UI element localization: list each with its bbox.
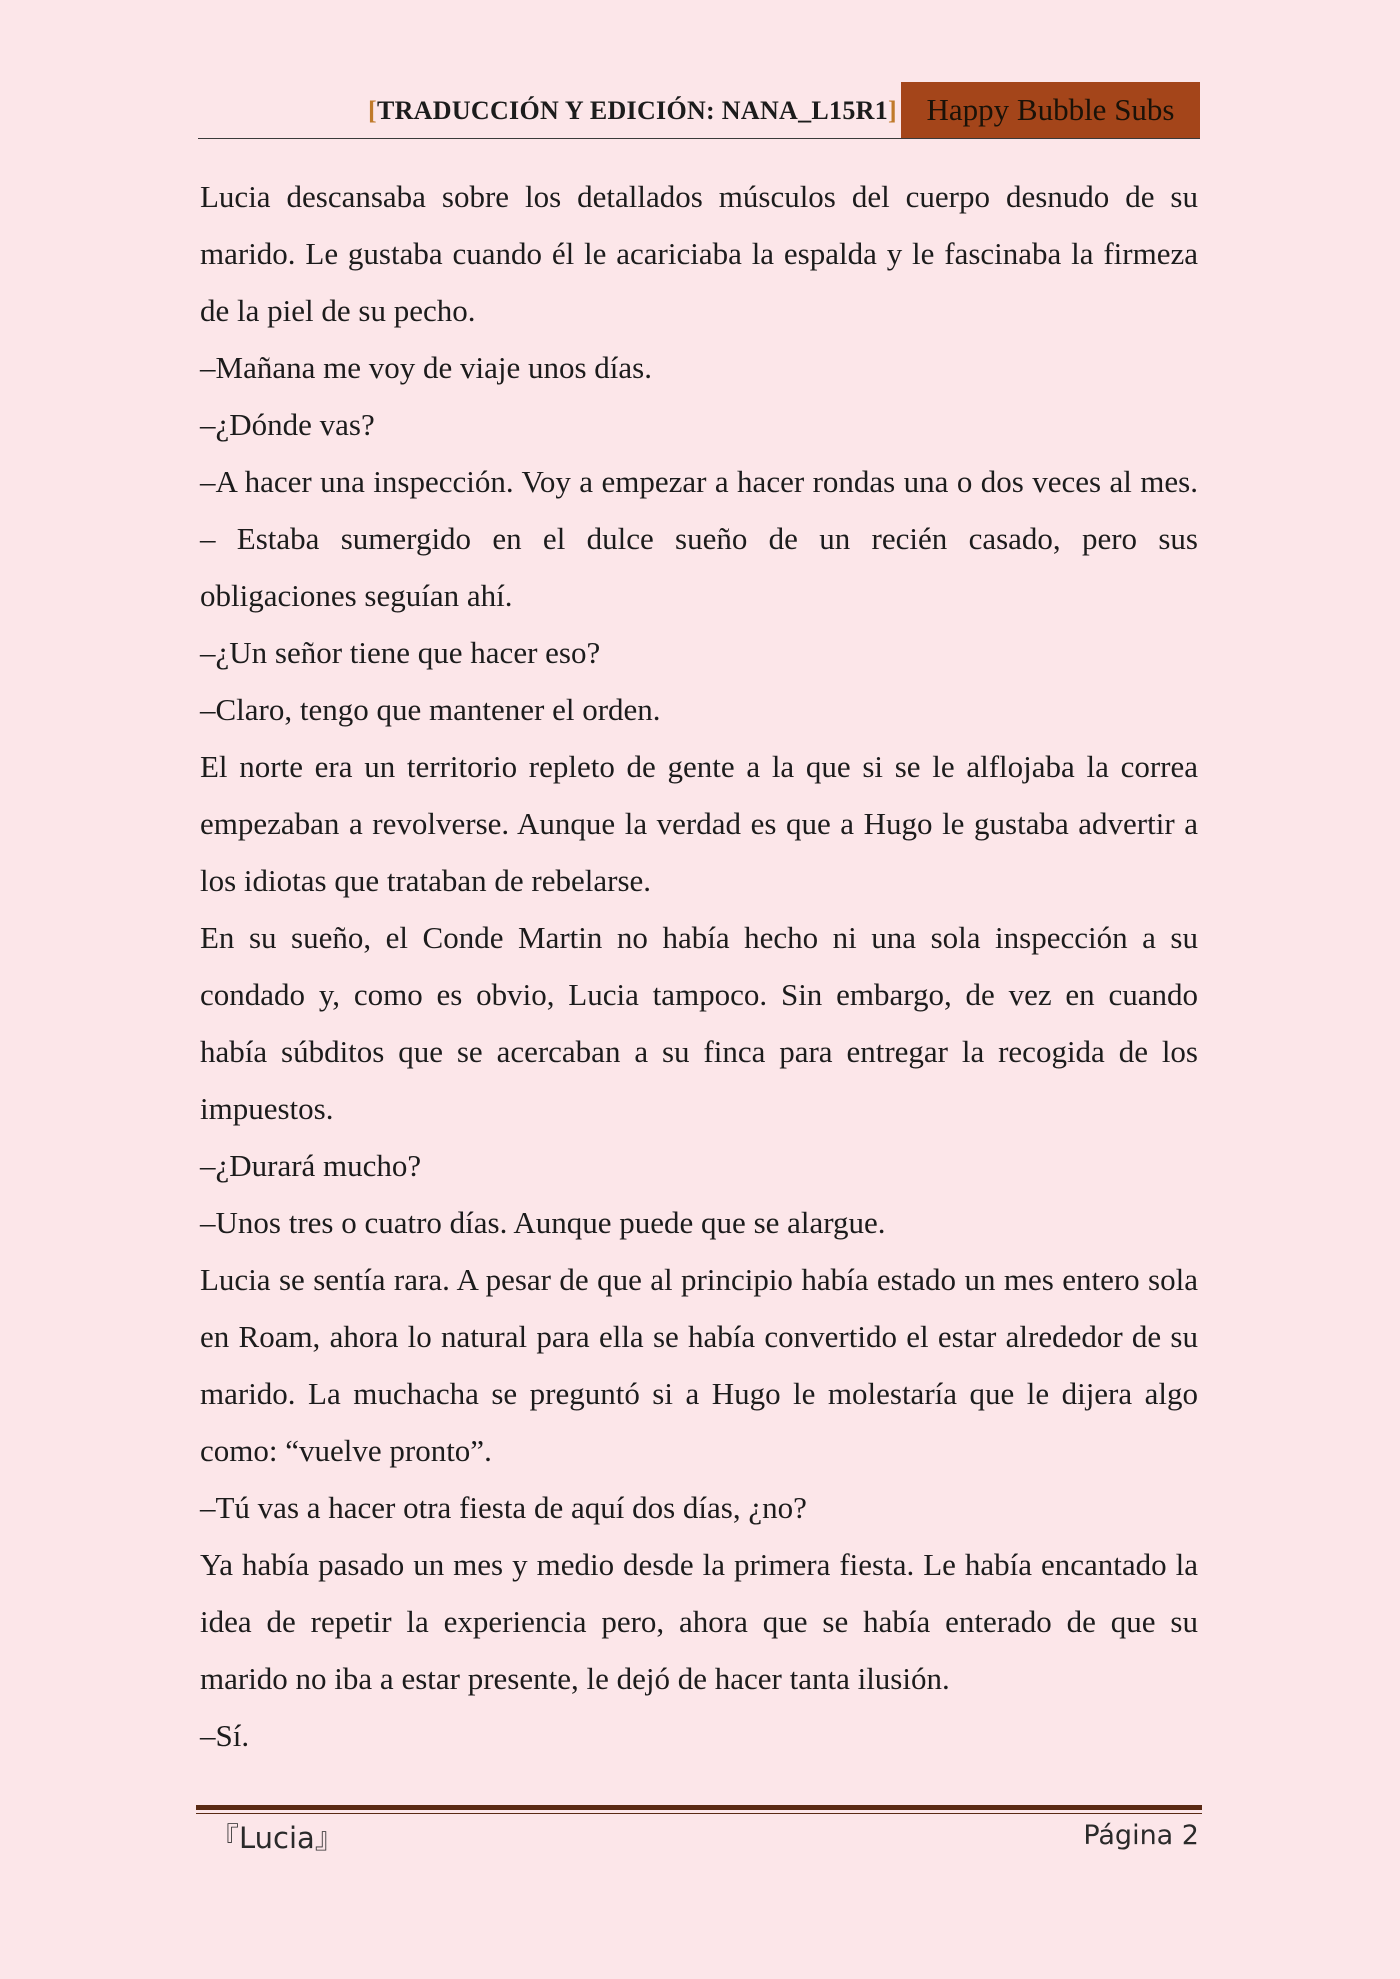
paragraph: –Tú vas a hacer otra fiesta de aquí dos días, ¿no? bbox=[200, 1490, 807, 1525]
paragraph: –A hacer una inspección. Voy a empezar a hacer rondas una o dos veces al mes. – Estaba sumergido en el dulce sueño de un recién casado, pero sus obligaciones seguían ahí. bbox=[200, 464, 1198, 613]
paragraph: –Sí. bbox=[200, 1718, 250, 1753]
paragraph: En su sueño, el Conde Martin no había hecho ni una sola inspección a su condado y, como es obvio, Lucia tampoco. Sin embargo, de vez en cuando había súbditos que se acercaban a su finca para entregar la recogida de los impuestos. bbox=[200, 920, 1198, 1126]
body-text bbox=[200, 168, 1198, 1764]
credit-bracket-close: ] bbox=[888, 96, 897, 125]
paragraph: –¿Dónde vas? bbox=[200, 407, 375, 442]
paragraph: El norte era un territorio repleto de gente a la que si se le alflojaba la correa empezaban a revolverse. Aunque la verdad es que a Hugo le gustaba advertir a los idiotas que trataban de rebelarse. bbox=[200, 749, 1198, 898]
credit-bracket-open: [ bbox=[367, 96, 377, 125]
group-name-badge: Happy Bubble Subs bbox=[901, 82, 1200, 138]
paragraph: –Claro, tengo que mantener el orden. bbox=[200, 692, 661, 727]
paragraph: –Unos tres o cuatro días. Aunque puede que se alargue. bbox=[200, 1205, 886, 1240]
paragraph: Ya había pasado un mes y medio desde la primera fiesta. Le había encantado la idea de repetir la experiencia pero, ahora que se había enterado de que su marido no iba a estar presente, le dejó de hacer tanta ilusión. bbox=[200, 1547, 1198, 1696]
paragraph: –¿Un señor tiene que hacer eso? bbox=[200, 635, 601, 670]
translation-credit bbox=[368, 96, 897, 126]
paragraph: Lucia descansaba sobre los detallados músculos del cuerpo desnudo de su marido. Le gustaba cuando él le acariciaba la espalda y le fascinaba la firmeza de la piel de su pecho. bbox=[200, 179, 1198, 328]
paragraph: –Mañana me voy de viaje unos días. bbox=[200, 350, 652, 385]
footer-title: 『Lucia』 bbox=[210, 1821, 344, 1855]
paragraph: Lucia se sentía rara. A pesar de que al principio había estado un mes entero sola en Roam, ahora lo natural para ella se había convertido el estar alrededor de su marido. La muchacha se preguntó si a Hugo le molestaría que le dijera algo como: “vuelve pronto”. bbox=[200, 1262, 1198, 1468]
credit-text: TRADUCCIÓN Y EDICIÓN: NANA_L15R1 bbox=[376, 96, 889, 125]
page-number: Página 2 bbox=[1083, 1820, 1199, 1851]
paragraph: –¿Durará mucho? bbox=[200, 1148, 422, 1183]
footer-divider bbox=[196, 1805, 1202, 1814]
page-header bbox=[198, 82, 1200, 139]
